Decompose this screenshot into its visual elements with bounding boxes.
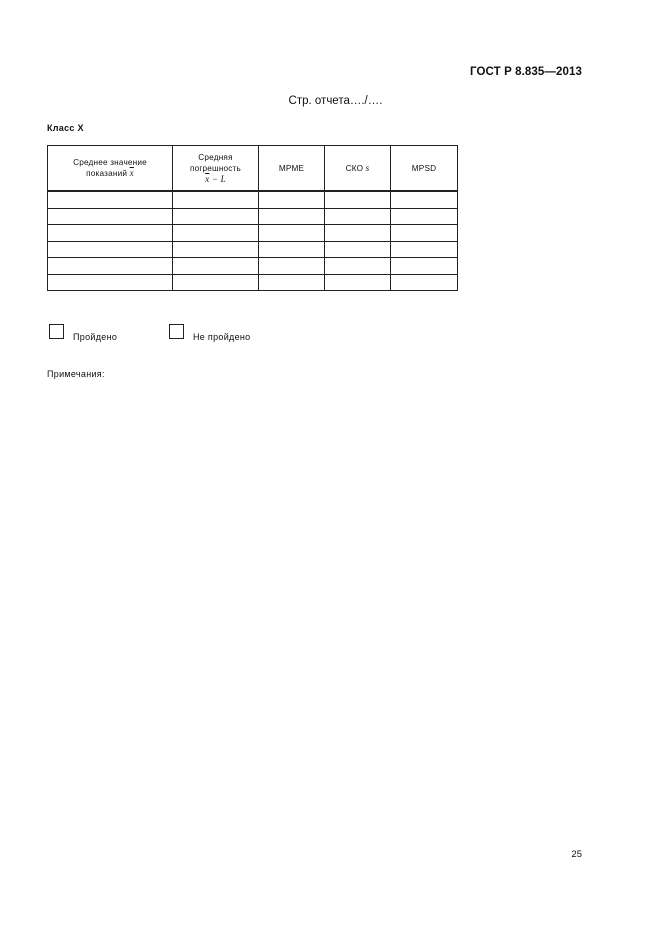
table-cell[interactable] [259, 208, 325, 225]
header-mpme: MPME [259, 146, 325, 192]
table-cell[interactable] [325, 191, 391, 208]
table-cell[interactable] [48, 191, 173, 208]
header-mean-error-line1: Средняя [198, 152, 233, 162]
header-mean-error-line2: погрешность [189, 163, 242, 173]
table-cell[interactable] [325, 258, 391, 275]
table-cell[interactable] [173, 191, 259, 208]
results-table [47, 145, 458, 291]
table-header-row [48, 146, 458, 192]
table-cell[interactable] [173, 258, 259, 275]
formula-x-bar: $\overline{x}$ [205, 173, 210, 184]
formula-rest: − L [209, 173, 226, 184]
table-cell[interactable] [391, 258, 458, 275]
table-row [48, 208, 458, 225]
table-cell[interactable] [48, 241, 173, 258]
table-cell[interactable] [48, 225, 173, 242]
mean-error-formula [205, 174, 226, 184]
header-mean-error [173, 146, 259, 192]
table-cell[interactable] [173, 208, 259, 225]
report-page-counter: Стр. отчета…./…. [288, 95, 383, 107]
table-row [48, 191, 458, 208]
passed-checkbox[interactable] [49, 324, 64, 339]
standard-code: ГОСТ Р 8.835—2013 [470, 66, 582, 78]
table-cell[interactable] [173, 241, 259, 258]
table-row [48, 274, 458, 291]
table-cell[interactable] [48, 274, 173, 291]
table-cell[interactable] [325, 225, 391, 242]
table-cell[interactable] [48, 258, 173, 275]
failed-label: Не пройдено [193, 332, 251, 342]
table-cell[interactable] [259, 191, 325, 208]
table-cell[interactable] [391, 225, 458, 242]
table-cell[interactable] [48, 208, 173, 225]
failed-checkbox[interactable] [169, 324, 184, 339]
header-mean-reading-line2: показаний [86, 169, 128, 178]
table-cell[interactable] [173, 274, 259, 291]
header-sko-prefix: СКО [345, 163, 364, 173]
class-label: Класс X [47, 123, 84, 133]
header-mpsd: MPSD [391, 146, 458, 192]
x-bar-symbol: $\overline{x}$ [129, 168, 134, 178]
passed-label: Пройдено [73, 332, 118, 342]
header-mean-reading [48, 146, 173, 192]
page-number: 25 [571, 849, 582, 860]
table-cell[interactable] [325, 208, 391, 225]
header-mean-reading-line1: Среднее значение [73, 158, 147, 167]
table-cell[interactable] [391, 241, 458, 258]
table-cell[interactable] [391, 274, 458, 291]
table-row [48, 258, 458, 275]
table-row [48, 241, 458, 258]
table-cell[interactable] [325, 274, 391, 291]
s-symbol: s [365, 162, 370, 173]
header-sko [325, 146, 391, 192]
table-cell[interactable] [173, 225, 259, 242]
table-cell[interactable] [259, 241, 325, 258]
table-cell[interactable] [259, 225, 325, 242]
table-cell[interactable] [391, 208, 458, 225]
table-cell[interactable] [259, 274, 325, 291]
table-cell[interactable] [325, 241, 391, 258]
table-body [48, 191, 458, 291]
table-cell[interactable] [259, 258, 325, 275]
table-cell[interactable] [391, 191, 458, 208]
table-row [48, 225, 458, 242]
notes-label: Примечания: [47, 369, 105, 379]
